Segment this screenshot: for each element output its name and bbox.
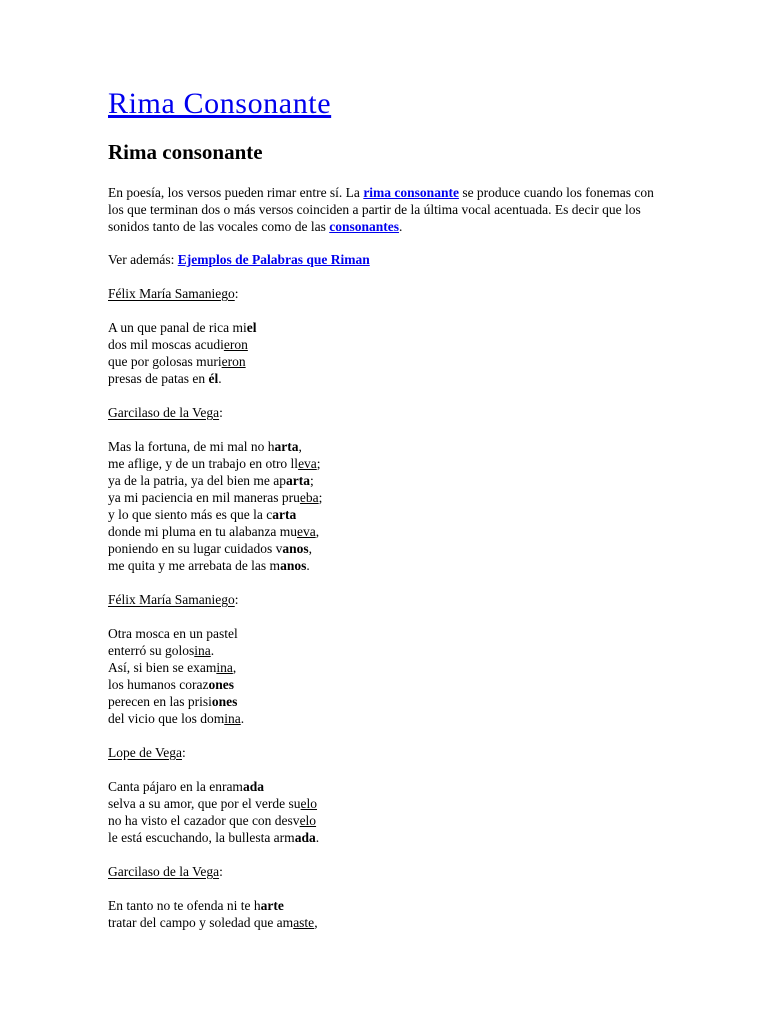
verse-text: selva a su amor, que por el verde su xyxy=(108,796,301,811)
poems-container xyxy=(108,285,768,931)
verse-line xyxy=(108,506,768,523)
verse-line xyxy=(108,438,768,455)
rhyme-fragment: ina xyxy=(216,660,233,675)
rhyme-fragment: eron xyxy=(221,354,246,369)
rhyme-fragment: arta xyxy=(274,439,299,454)
verse-line xyxy=(108,472,768,489)
verse-text: . xyxy=(210,643,215,658)
verse-line xyxy=(108,523,768,540)
rhyme-fragment: ina xyxy=(194,643,211,658)
rhyme-fragment: arte xyxy=(260,898,284,913)
rhyme-fragment: ones xyxy=(208,677,234,692)
rima-consonante-link[interactable]: rima consonante xyxy=(363,185,459,200)
verse-line xyxy=(108,812,768,829)
verse-line xyxy=(108,370,768,387)
poem-author-line: Félix María Samaniego: xyxy=(108,592,239,607)
rhyme-fragment: ada xyxy=(294,830,316,845)
poem-stanza xyxy=(108,625,768,727)
verse-line xyxy=(108,625,768,642)
rhyme-fragment: ada xyxy=(242,779,264,794)
verse-text: me aflige, y de un trabajo en otro ll xyxy=(108,456,299,471)
verse-text: En tanto no te ofenda ni te h xyxy=(108,898,261,913)
verse-text: los humanos coraz xyxy=(108,677,209,692)
verse-text: perecen en las prisi xyxy=(108,694,212,709)
verse-text: no ha visto el cazador que con desv xyxy=(108,813,300,828)
verse-line xyxy=(108,693,768,710)
verse-text: A un que panal de rica mi xyxy=(108,320,247,335)
rhyme-fragment: ina xyxy=(224,711,241,726)
rhyme-fragment: arta xyxy=(286,473,311,488)
verse-text: que por golosas muri xyxy=(108,354,222,369)
verse-line xyxy=(108,319,768,336)
verse-line xyxy=(108,642,768,659)
verse-text: , xyxy=(314,915,318,930)
verse-text: presas de patas en xyxy=(108,371,209,386)
poem-author: Garcilaso de la Vega xyxy=(108,405,220,420)
intro-text-1: En poesía, los versos pueden rimar entre sí. La xyxy=(108,185,364,200)
poem-author-line: Félix María Samaniego: xyxy=(108,286,239,301)
section-heading: Rima consonante xyxy=(108,140,263,164)
verse-text: . xyxy=(306,558,310,573)
intro-text-2: se produce cuando los fonemas con los que terminan dos o más versos coinciden a partir de la última vocal acentuada. Es decir que los sonidos tanto de las vocales como de las xyxy=(108,185,654,234)
verse-line xyxy=(108,659,768,676)
verse-text: tratar del campo y soledad que am xyxy=(108,915,294,930)
verse-text: dos mil moscas acudi xyxy=(108,337,224,352)
verse-text: ; xyxy=(310,473,314,488)
verse-text: , xyxy=(315,524,320,539)
verse-text: donde mi pluma en tu alabanza mu xyxy=(108,524,297,539)
verse-line xyxy=(108,897,768,914)
poem-author: Félix María Samaniego xyxy=(108,592,235,607)
rhyme-fragment: elo xyxy=(299,813,317,828)
verse-text: ; xyxy=(318,490,323,505)
verse-text: , xyxy=(232,660,237,675)
rhyme-fragment: eva xyxy=(296,524,316,539)
rhyme-fragment: el xyxy=(246,320,257,335)
rhyme-fragment: arta xyxy=(272,507,297,522)
intro-text-3: . xyxy=(398,219,403,234)
rhyme-fragment: anos xyxy=(282,541,309,556)
consonantes-link[interactable]: consonantes xyxy=(329,219,399,234)
see-also-prefix: Ver además: xyxy=(108,252,178,267)
rhyme-fragment: anos xyxy=(280,558,307,573)
poem-author: Félix María Samaniego xyxy=(108,286,235,301)
verse-text: ya de la patria, ya del bien me ap xyxy=(108,473,287,488)
rhyme-fragment: eron xyxy=(223,337,248,352)
verse-text: Otra mosca en un pastel xyxy=(108,626,238,641)
rhyme-fragment: él xyxy=(208,371,219,386)
poem-author-line: Lope de Vega: xyxy=(108,745,186,760)
verse-text: . xyxy=(218,371,222,386)
verse-line xyxy=(108,336,768,353)
verse-line xyxy=(108,676,768,693)
see-also-line xyxy=(108,251,768,268)
poem-stanza xyxy=(108,319,768,387)
poem-author-line: Garcilaso de la Vega: xyxy=(108,864,223,879)
verse-line xyxy=(108,795,768,812)
verse-text: Canta pájaro en la enram xyxy=(108,779,243,794)
verse-line xyxy=(108,557,768,574)
poem-stanza xyxy=(108,438,768,574)
verse-text: ya mi paciencia en mil maneras pru xyxy=(108,490,300,505)
verse-text: le está escuchando, la bullesta arm xyxy=(108,830,295,845)
verse-text: , xyxy=(298,439,302,454)
verse-line xyxy=(108,455,768,472)
verse-text: Mas la fortuna, de mi mal no h xyxy=(108,439,275,454)
verse-text: del vicio que los dom xyxy=(108,711,225,726)
poem-stanza xyxy=(108,897,768,931)
verse-text: . xyxy=(315,830,320,845)
page-title-link[interactable]: Rima Consonante xyxy=(108,87,332,120)
verse-line xyxy=(108,829,768,846)
verse-text: poniendo en su lugar cuidados v xyxy=(108,541,283,556)
verse-text: . xyxy=(240,711,245,726)
verse-text: Así, si bien se exam xyxy=(108,660,217,675)
verse-text: me quita y me arrebata de las m xyxy=(108,558,281,573)
rhyme-fragment: elo xyxy=(300,796,318,811)
intro-paragraph xyxy=(108,184,668,235)
rhyme-fragment: eva xyxy=(298,456,317,471)
poem-author: Lope de Vega xyxy=(108,745,182,760)
verse-line xyxy=(108,540,768,557)
verse-text: enterró su golos xyxy=(108,643,195,658)
rhyme-fragment: ones xyxy=(211,694,238,709)
poem-author: Garcilaso de la Vega xyxy=(108,864,220,879)
verse-line xyxy=(108,914,768,931)
poem-author-line: Garcilaso de la Vega: xyxy=(108,405,223,420)
poem-stanza xyxy=(108,778,768,846)
verse-line xyxy=(108,353,768,370)
rhyme-fragment: aste xyxy=(293,915,315,930)
verse-text: , xyxy=(308,541,312,556)
verse-text: y lo que siento más es que la c xyxy=(108,507,273,522)
verse-line xyxy=(108,489,768,506)
verse-line xyxy=(108,710,768,727)
verse-line xyxy=(108,778,768,795)
rhyme-fragment: eba xyxy=(299,490,319,505)
verse-text: ; xyxy=(316,456,321,471)
ejemplos-palabras-link[interactable]: Ejemplos de Palabras que Riman xyxy=(177,252,370,267)
